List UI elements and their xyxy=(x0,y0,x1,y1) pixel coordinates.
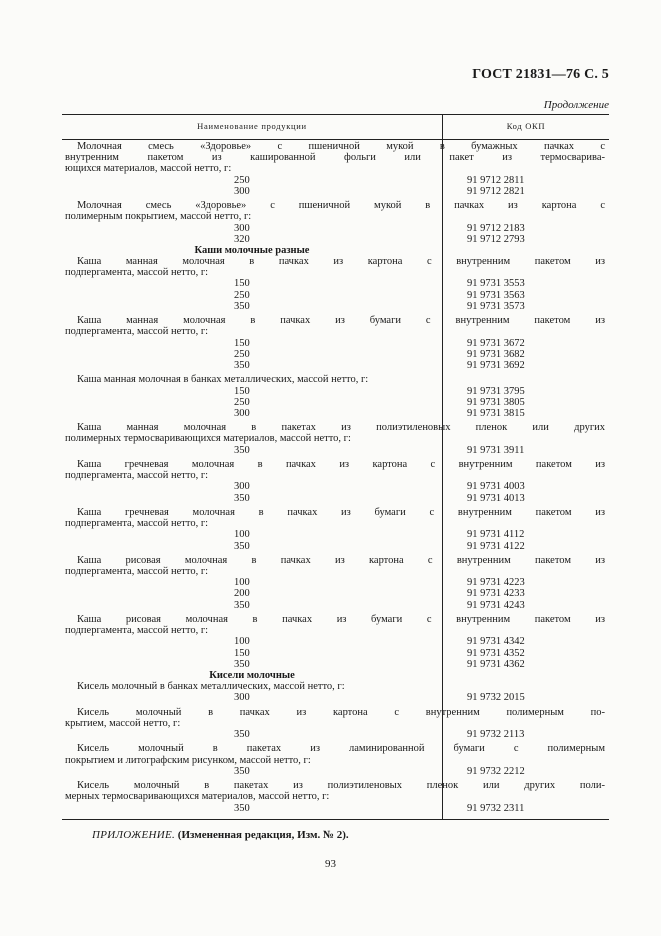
product-description-line xyxy=(62,614,609,625)
table-row xyxy=(62,541,609,552)
table-row xyxy=(62,386,609,397)
net-weight: 350 xyxy=(234,729,250,741)
description-text: Каша рисовая молочная в пачках из картона с внутренним пакетом из xyxy=(77,554,605,566)
net-weight: 300 xyxy=(234,692,250,704)
table-row xyxy=(62,600,609,611)
net-weight: 250 xyxy=(234,396,250,408)
table-row xyxy=(62,175,609,186)
okp-code: 91 9732 2015 xyxy=(467,692,525,704)
product-description-line xyxy=(62,707,609,718)
net-weight: 100 xyxy=(234,577,250,589)
okp-code: 91 9731 3573 xyxy=(467,300,525,312)
column-header-code: Код ОКП xyxy=(506,121,546,131)
product-description-line xyxy=(62,566,609,577)
appendix-label: ПРИЛОЖЕНИЕ. xyxy=(92,829,176,841)
okp-code: 91 9731 3563 xyxy=(467,289,525,301)
description-text: Каша манная молочная в пакетах из полиэтиленовых пленок или других xyxy=(77,422,605,434)
net-weight: 200 xyxy=(234,588,250,600)
description-text: крытием, массой нетто, г: xyxy=(65,717,181,729)
okp-code: 91 9731 4013 xyxy=(467,492,525,504)
okp-code: 91 9731 3795 xyxy=(467,385,525,397)
product-description-line xyxy=(62,780,609,791)
table-row xyxy=(62,349,609,360)
okp-code: 91 9732 2113 xyxy=(467,729,525,741)
okp-code: 91 9731 4362 xyxy=(467,658,525,670)
okp-code: 91 9731 4243 xyxy=(467,599,525,611)
description-text: подпергамента, массой нетто, г: xyxy=(65,470,209,482)
product-description-line xyxy=(62,681,609,692)
net-weight: 150 xyxy=(234,337,250,349)
description-text: ющихся материалов, массой нетто, г: xyxy=(65,163,232,175)
net-weight: 300 xyxy=(234,185,250,197)
table-row xyxy=(62,692,609,703)
okp-code: 91 9731 3692 xyxy=(467,359,525,371)
net-weight: 350 xyxy=(234,658,250,670)
section-heading: Каши молочные разные xyxy=(194,244,310,256)
table-row xyxy=(62,360,609,371)
net-weight: 350 xyxy=(234,540,250,552)
product-description-line xyxy=(62,163,609,174)
table-row xyxy=(62,481,609,492)
table-row xyxy=(62,729,609,740)
net-weight: 150 xyxy=(234,385,250,397)
product-description-line xyxy=(62,459,609,470)
table-row xyxy=(62,529,609,540)
product-description-line xyxy=(62,374,609,385)
description-text: Молочная смесь «Здоровье» с пшеничной мукой в бумажных пачках с xyxy=(77,141,605,152)
column-header-name: Наименование продукции xyxy=(197,121,307,131)
net-weight: 150 xyxy=(234,278,250,290)
product-description-line xyxy=(62,315,609,326)
description-text: Каша гречневая молочная в пачках из картона с внутренним пакетом из xyxy=(77,459,605,470)
document-header: ГОСТ 21831—76 С. 5 xyxy=(472,67,609,82)
description-text: мерных термосваривающихся материалов, массой нетто, г: xyxy=(65,791,330,803)
product-description-line xyxy=(62,755,609,766)
table-row xyxy=(62,577,609,588)
net-weight: 300 xyxy=(234,407,250,419)
okp-code: 91 9731 4122 xyxy=(467,540,525,552)
okp-code: 91 9731 3805 xyxy=(467,396,525,408)
net-weight: 350 xyxy=(234,359,250,371)
product-description-line xyxy=(62,555,609,566)
description-text: Каша манная молочная в пачках из бумаги с внутренним пакетом из xyxy=(77,315,605,327)
description-text: подпергамента, массой нетто, г: xyxy=(65,326,209,338)
okp-code: 91 9731 4342 xyxy=(467,636,525,648)
table-row xyxy=(62,223,609,234)
net-weight: 350 xyxy=(234,492,250,504)
page-number: 93 xyxy=(325,858,336,870)
product-description-line xyxy=(62,200,609,211)
product-description-line xyxy=(62,422,609,433)
description-text: Каша рисовая молочная в пачках из бумаги с внутренним пакетом из xyxy=(77,614,605,625)
description-text: Каша манная молочная в банках металлических, массой нетто, г: xyxy=(77,374,369,386)
okp-code: 91 9731 3682 xyxy=(467,348,525,360)
product-description-line xyxy=(62,518,609,529)
table-row xyxy=(62,659,609,670)
product-description-line xyxy=(62,152,609,163)
net-weight: 150 xyxy=(234,647,250,659)
okp-code: 91 9731 4223 xyxy=(467,577,525,589)
table-body xyxy=(62,141,609,814)
product-code-table xyxy=(62,114,609,820)
section-heading: Кисели молочные xyxy=(209,669,295,681)
table-row xyxy=(62,445,609,456)
product-description-line xyxy=(62,326,609,337)
table-row xyxy=(62,648,609,659)
net-weight: 100 xyxy=(234,636,250,648)
description-text: подпергамента, массой нетто, г: xyxy=(65,566,209,578)
net-weight: 350 xyxy=(234,300,250,312)
okp-code: 91 9731 3911 xyxy=(467,444,525,456)
product-description-line xyxy=(62,791,609,802)
table-row xyxy=(62,636,609,647)
okp-code: 91 9731 4233 xyxy=(467,588,525,600)
table-row xyxy=(62,234,609,245)
okp-code: 91 9731 4003 xyxy=(467,481,525,493)
description-text: подпергамента, массой нетто, г: xyxy=(65,625,209,637)
net-weight: 350 xyxy=(234,802,250,814)
okp-code: 91 9731 3815 xyxy=(467,407,525,419)
net-weight: 300 xyxy=(234,481,250,493)
description-text: полимерных термосваривающихся материалов, массой нетто, г: xyxy=(65,433,351,445)
product-description-line xyxy=(62,267,609,278)
description-text: Молочная смесь «Здоровье» с пшеничной мукой в пачках из картона с xyxy=(77,200,605,212)
description-text: Кисель молочный в банках металлических, массой нетто, г: xyxy=(77,681,345,693)
okp-code: 91 9712 2793 xyxy=(467,233,525,245)
net-weight: 100 xyxy=(234,529,250,541)
table-row xyxy=(62,301,609,312)
okp-code: 91 9731 3553 xyxy=(467,278,525,290)
okp-code: 91 9731 3672 xyxy=(467,337,525,349)
table-row xyxy=(62,338,609,349)
description-text: полимерным покрытием, массой нетто, г: xyxy=(65,211,252,223)
okp-code: 91 9712 2183 xyxy=(467,222,525,234)
table-row xyxy=(62,493,609,504)
description-text: Кисель молочный в пакетах из полиэтиленовых пленок или других поли- xyxy=(77,780,605,792)
product-description-line xyxy=(62,433,609,444)
table-header xyxy=(62,115,609,140)
description-text: Кисель молочный в пачках из картона с внутренним полимерным по- xyxy=(77,706,605,718)
table-row xyxy=(62,766,609,777)
net-weight: 350 xyxy=(234,599,250,611)
continuation-label: Продолжение xyxy=(543,99,609,111)
table-row xyxy=(62,278,609,289)
product-description-line xyxy=(62,743,609,754)
product-description-line xyxy=(62,256,609,267)
okp-code: 91 9712 2811 xyxy=(467,174,525,186)
product-description-line xyxy=(62,507,609,518)
description-text: Каша гречневая молочная в пачках из бумаги с внутренним пакетом из xyxy=(77,506,605,518)
net-weight: 250 xyxy=(234,174,250,186)
table-row xyxy=(62,803,609,814)
net-weight: 350 xyxy=(234,765,250,777)
net-weight: 300 xyxy=(234,222,250,234)
product-description-line xyxy=(62,625,609,636)
okp-code: 91 9731 4112 xyxy=(467,529,525,541)
table-row xyxy=(62,397,609,408)
appendix-note xyxy=(92,829,349,841)
net-weight: 320 xyxy=(234,233,250,245)
product-description-line xyxy=(62,470,609,481)
table-row xyxy=(62,186,609,197)
description-text: Кисель молочный в пакетах из ламинированной бумаги с полимерным xyxy=(77,743,605,755)
description-text: подпергамента, массой нетто, г: xyxy=(65,267,209,279)
description-text: покрытием и литографским рисунком, массой нетто, г: xyxy=(65,754,311,766)
table-row xyxy=(62,408,609,419)
product-description-line xyxy=(62,141,609,152)
table-row xyxy=(62,290,609,301)
description-text: внутренним пакетом из кашированной фольги или пакет из термосварива- xyxy=(65,152,605,164)
description-text: Каша манная молочная в пачках из картона с внутренним пакетом из xyxy=(77,256,605,268)
net-weight: 250 xyxy=(234,348,250,360)
net-weight: 250 xyxy=(234,289,250,301)
okp-code: 91 9732 2212 xyxy=(467,765,525,777)
net-weight: 350 xyxy=(234,444,250,456)
amendment-note: (Измененная редакция, Изм. № 2). xyxy=(177,829,349,841)
table-row xyxy=(62,588,609,599)
product-description-line xyxy=(62,718,609,729)
okp-code: 91 9732 2311 xyxy=(467,802,525,814)
okp-code: 91 9731 4352 xyxy=(467,647,525,659)
okp-code: 91 9712 2821 xyxy=(467,185,525,197)
description-text: подпергамента, массой нетто, г: xyxy=(65,518,209,530)
product-description-line xyxy=(62,211,609,222)
